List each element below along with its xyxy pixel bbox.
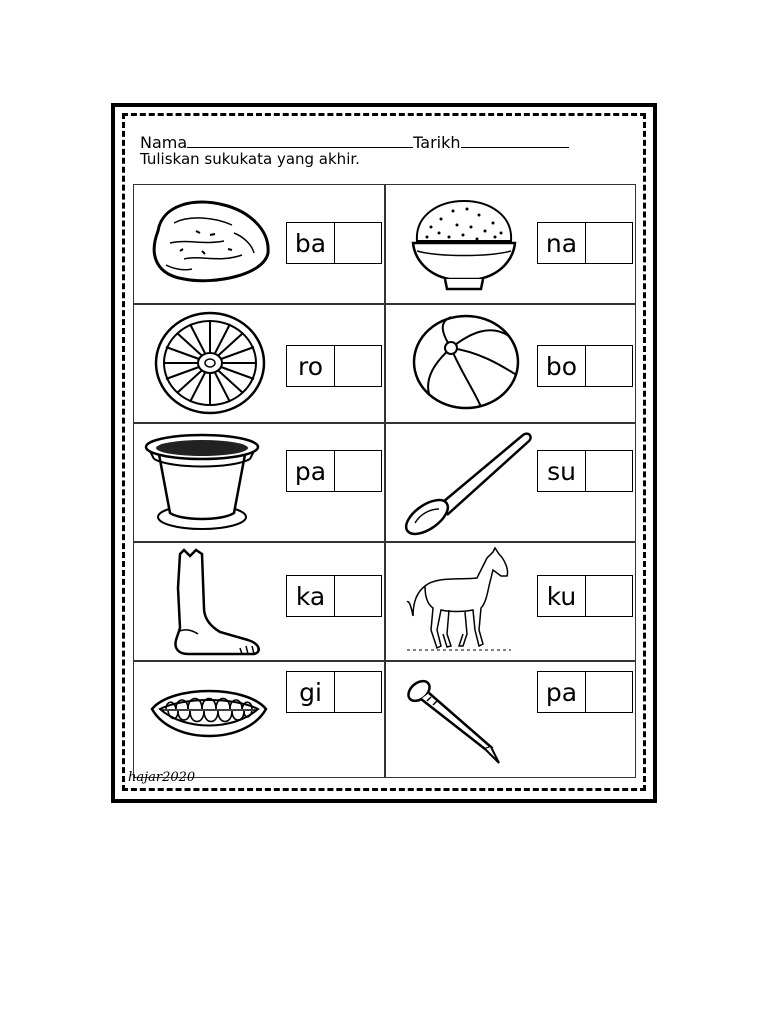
exercise-item (134, 304, 384, 422)
syllable-box (286, 575, 382, 617)
exercise-item (385, 185, 635, 303)
answer-box[interactable] (335, 223, 381, 263)
syllable-box (537, 345, 633, 387)
syllable-box (537, 671, 633, 713)
date-blank[interactable] (461, 134, 569, 148)
nail-icon (405, 677, 505, 767)
syllable-box (286, 450, 382, 492)
syllable-box (537, 222, 633, 264)
beach-ball-icon (411, 312, 521, 412)
answer-box[interactable] (586, 451, 632, 491)
exercise-grid (133, 184, 636, 778)
syllable-text: ro (287, 346, 335, 386)
flower-pot-icon (142, 429, 262, 533)
exercise-item (134, 661, 384, 779)
date-label: Tarikh (413, 133, 461, 152)
syllable-text: gi (287, 672, 335, 712)
exercise-item (134, 185, 384, 303)
syllable-text: bo (538, 346, 586, 386)
answer-box[interactable] (586, 672, 632, 712)
name-blank[interactable] (187, 134, 413, 148)
exercise-item (134, 542, 384, 660)
syllable-box (537, 450, 633, 492)
syllable-text: na (538, 223, 586, 263)
exercise-item (385, 304, 635, 422)
answer-box[interactable] (335, 576, 381, 616)
exercise-item (385, 423, 635, 541)
answer-box[interactable] (335, 346, 381, 386)
answer-box[interactable] (335, 672, 381, 712)
answer-box[interactable] (586, 223, 632, 263)
syllable-text: ku (538, 576, 586, 616)
exercise-item (134, 423, 384, 541)
syllable-text: ba (287, 223, 335, 263)
rice-bowl-icon (409, 197, 519, 295)
horse-icon (403, 546, 513, 656)
exercise-item (385, 661, 635, 779)
syllable-box (286, 345, 382, 387)
exercise-item (385, 542, 635, 660)
name-label: Nama (140, 133, 188, 152)
answer-box[interactable] (586, 576, 632, 616)
author-signature: hajar2020 (128, 770, 196, 785)
wheel-icon (154, 310, 266, 416)
syllable-text: ka (287, 576, 335, 616)
syllable-text: su (538, 451, 586, 491)
teeth-icon (148, 683, 270, 749)
syllable-text: pa (287, 451, 335, 491)
spoon-icon (397, 429, 533, 537)
syllable-box (286, 671, 382, 713)
instruction: Tuliskan sukukata yang akhir. (140, 150, 360, 168)
rock-icon (144, 193, 274, 285)
answer-box[interactable] (586, 346, 632, 386)
syllable-text: pa (538, 672, 586, 712)
syllable-box (537, 575, 633, 617)
leg-icon (170, 548, 266, 658)
syllable-box (286, 222, 382, 264)
answer-box[interactable] (335, 451, 381, 491)
